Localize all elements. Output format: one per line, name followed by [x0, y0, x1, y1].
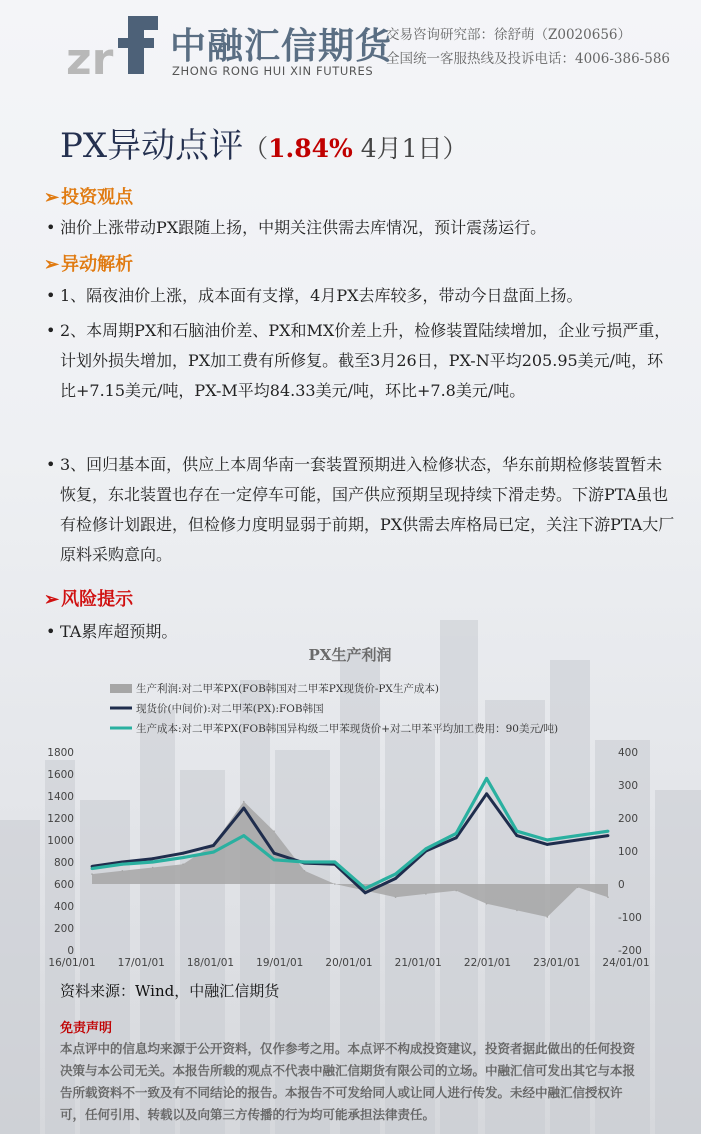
- y-left-tick-label: 800: [53, 857, 74, 869]
- y-right-tick-label: 0: [618, 879, 625, 891]
- production-cost-point: [273, 858, 276, 861]
- section-label: 风险提示: [61, 589, 134, 610]
- production-cost-point: [303, 861, 306, 864]
- section-analysis: [44, 250, 133, 276]
- spot-price-point: [151, 857, 154, 860]
- y-left-tick-label: 0: [67, 945, 74, 957]
- title-percent: 1.84%: [268, 134, 353, 163]
- profit-data-point: [577, 887, 579, 889]
- y-left-tick-label: 200: [53, 923, 74, 935]
- title-date: 4月1日: [352, 134, 443, 163]
- y-left-tick-label: 1800: [47, 747, 74, 759]
- arrow-icon: ➢: [44, 254, 60, 275]
- y-right-tick-label: 300: [618, 780, 639, 792]
- bullet: •: [46, 286, 56, 305]
- legend-label: 生产成本:对二甲苯PX(FOB韩国异构级二甲苯现货价+对二甲苯平均加工费用：90美元/吨): [136, 723, 559, 735]
- profit-data-point: [516, 910, 518, 912]
- logo-english-name: ZHONG RONG HUI XIN FUTURES: [172, 64, 374, 78]
- production-cost-point: [607, 830, 610, 833]
- spot-price-point: [576, 839, 579, 842]
- profit-data-point: [243, 801, 245, 803]
- analysis-text-1: 1、隔夜油价上涨，成本面有支撑，4月PX去库较多，带动今日盘面上扬。: [60, 286, 583, 305]
- page-title: [60, 118, 468, 167]
- spot-price-point: [607, 834, 610, 837]
- x-tick-label: 18/01/01: [186, 957, 235, 969]
- spot-price-point: [212, 844, 215, 847]
- disclaimer-title: 免责声明: [60, 1021, 113, 1036]
- profit-data-point: [334, 883, 336, 885]
- title-main: PX异动点评: [60, 126, 244, 166]
- x-tick-label: 22/01/01: [463, 957, 512, 969]
- profit-data-point: [425, 893, 427, 895]
- analysis-text-3: 3、回归基本面，供应上本周华南一套装置预期进入检修状态，华东前期检修装置暂未恢复，东北装置也存在一定停车可能，国产供应预期呈现持续下滑走势。下游PTA虽也有检修计划跟进，但检修力度明显弱于前期，PX供需去库格局已定，关注下游PTA大厂原料采购意向。: [60, 455, 675, 564]
- production-cost-point: [333, 861, 336, 864]
- spot-price-point: [182, 852, 185, 855]
- spot-price-point: [242, 807, 245, 810]
- y-right-tick-label: -200: [618, 945, 642, 957]
- spot-price-point: [394, 877, 397, 880]
- y-right-tick-label: -100: [618, 912, 642, 924]
- arrow-icon: ➢: [44, 187, 60, 208]
- spot-price-point: [455, 836, 458, 839]
- x-tick-label: 17/01/01: [117, 957, 165, 969]
- production-cost-point: [151, 861, 154, 864]
- spot-price-point: [546, 843, 549, 846]
- section-investment-view: [44, 183, 133, 209]
- title-close-paren: ）: [442, 134, 468, 163]
- profit-data-point: [546, 916, 548, 918]
- section-label: 投资观点: [61, 187, 134, 208]
- px-profit-chart: [47, 640, 650, 975]
- arrow-icon: ➢: [44, 589, 60, 610]
- profit-data-point: [91, 873, 93, 875]
- section-risk: [44, 585, 133, 611]
- profit-data-point: [122, 870, 124, 872]
- production-cost-point: [121, 863, 124, 866]
- analysis-paragraph-1: [46, 281, 676, 311]
- hotline-info: 全国统一客服热线及投诉电话：4006-386-586: [386, 51, 671, 67]
- legend-swatch: [110, 684, 132, 693]
- y-left-tick-label: 1000: [47, 835, 74, 847]
- profit-data-point: [273, 830, 275, 832]
- profit-data-point: [486, 903, 488, 905]
- data-source: 资料来源：Wind，中融汇信期货: [60, 982, 280, 1000]
- logo-chinese-name: 中融汇信期货: [170, 26, 393, 67]
- bullet: •: [46, 455, 56, 474]
- production-cost-point: [182, 856, 185, 859]
- bullet: •: [46, 321, 56, 340]
- production-cost-point: [424, 847, 427, 850]
- profit-data-point: [304, 870, 306, 872]
- production-cost-point: [576, 834, 579, 837]
- spot-price-point: [485, 792, 488, 795]
- bullet: •: [46, 622, 56, 641]
- production-cost-point: [242, 834, 245, 837]
- x-tick-label: 23/01/01: [533, 957, 581, 969]
- risk-text: TA累库超预期。: [60, 622, 178, 641]
- profit-data-point: [455, 890, 457, 892]
- analysis-paragraph-3: [46, 450, 676, 570]
- spot-price-point: [516, 834, 519, 837]
- chart-title: PX生产利润: [308, 646, 392, 664]
- section-label: 异动解析: [61, 254, 134, 275]
- y-left-tick-label: 600: [53, 879, 74, 891]
- view-paragraph: [46, 213, 676, 243]
- legend-label: 现货价(中间价):对二甲苯(PX):FOB韩国: [136, 703, 324, 715]
- y-left-tick-label: 400: [53, 901, 74, 913]
- spot-price-point: [273, 852, 276, 855]
- profit-data-point: [152, 867, 154, 869]
- production-cost-point: [394, 873, 397, 876]
- company-logo-icon: [66, 14, 162, 84]
- spot-price-point: [364, 891, 367, 894]
- profit-data-point: [182, 863, 184, 865]
- view-text: 油价上涨带动PX跟随上扬，中期关注供需去库情况，预计震荡运行。: [60, 218, 547, 237]
- analyst-info: 交易咨询研究部：徐舒萌（Z0020656）: [386, 27, 632, 43]
- y-right-tick-label: 400: [618, 747, 639, 759]
- y-left-tick-label: 1600: [47, 769, 74, 781]
- production-cost-point: [212, 851, 215, 854]
- analysis-text-2: 2、本周期PX和石脑油价差、PX和MX价差上升，检修装置陆续增加，企业亏损严重，计划外损失增加，PX加工费有所修复。截至3月26日，PX-N平均205.95美元/吨，环比+7.15美元/吨，PX-M平均84.33美元/吨，环比+7.8美元/吨。: [60, 321, 671, 400]
- bullet: •: [46, 218, 56, 237]
- legend-label: 生产利润:对二甲苯PX(FOB韩国对二甲苯PX现货价-PX生产成本): [136, 683, 440, 695]
- y-left-tick-label: 1400: [47, 791, 74, 803]
- production-cost-point: [364, 887, 367, 890]
- header: [0, 0, 701, 92]
- x-tick-label: 20/01/01: [325, 957, 373, 969]
- profit-data-point: [395, 896, 397, 898]
- x-tick-label: 16/01/01: [48, 957, 96, 969]
- production-cost-point: [91, 867, 94, 870]
- title-open-paren: （: [243, 134, 269, 163]
- analysis-paragraph-2: [46, 316, 676, 406]
- production-cost-point: [455, 832, 458, 835]
- x-tick-label: 19/01/01: [256, 957, 304, 969]
- svg-text:zr: zr: [66, 34, 114, 85]
- profit-data-point: [607, 896, 609, 898]
- production-cost-point: [546, 839, 549, 842]
- y-left-tick-label: 1200: [47, 813, 74, 825]
- production-cost-point: [485, 777, 488, 780]
- production-cost-point: [516, 830, 519, 833]
- x-tick-label: 21/01/01: [394, 957, 442, 969]
- y-right-tick-label: 100: [618, 846, 639, 858]
- y-right-tick-label: 200: [618, 813, 639, 825]
- disclaimer-text: 本点评中的信息均来源于公开资料，仅作参考之用。本点评不构成投资建议，投资者据此做出的任何投资决策与本公司无关。本报告所载的观点不代表中融汇信期货有限公司的立场。中融汇信可发出其它与本报告所载资料不一致及有不同结论的报告。本报告不可发给同人或让同人进行传发。未经中融汇信授权许可，任何引用、转载以及向第三方传播的行为均可能承担法律责任。: [60, 1041, 636, 1122]
- x-tick-label: 24/01/01: [602, 957, 650, 969]
